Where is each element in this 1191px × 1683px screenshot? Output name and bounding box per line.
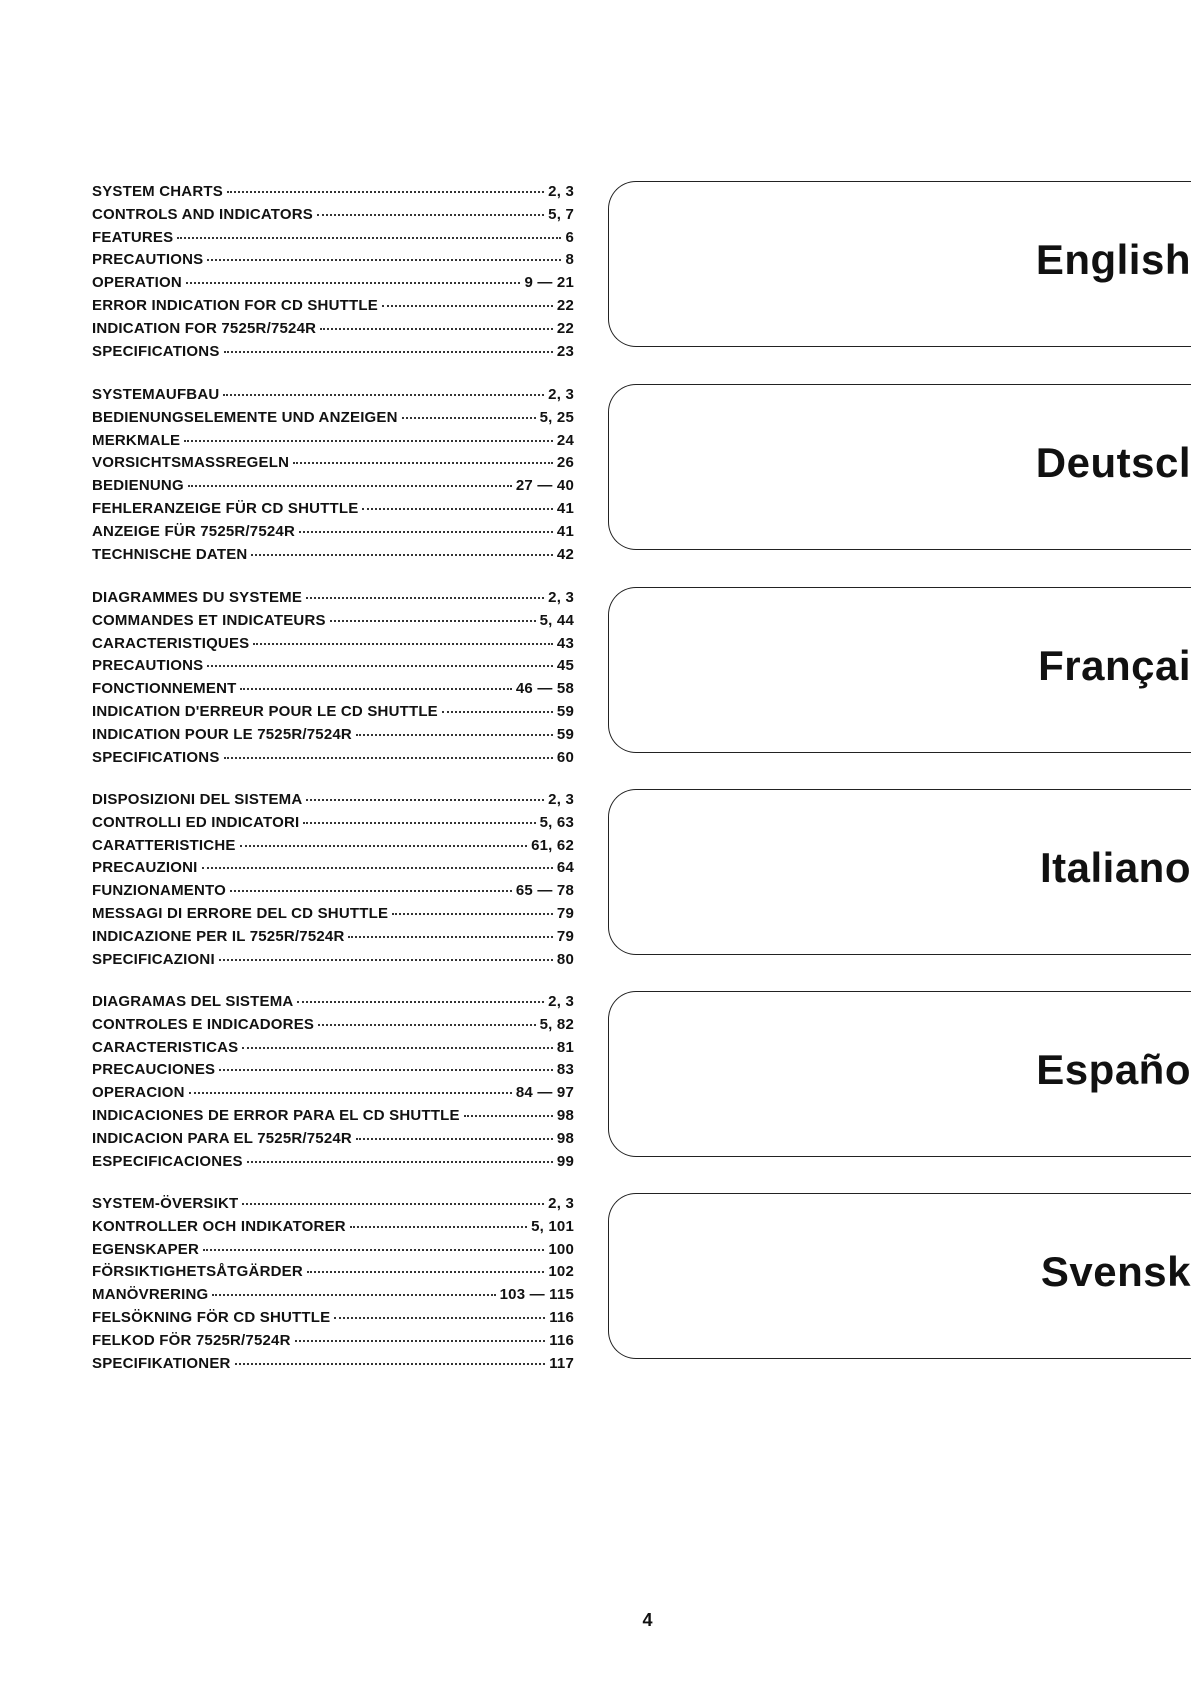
toc-entry[interactable]: [92, 837, 574, 860]
dot-leader: [318, 1024, 536, 1026]
language-tab[interactable]: [608, 384, 1191, 550]
dot-leader: [320, 328, 553, 330]
toc-entry-label: PRECAUTIONS: [92, 251, 204, 269]
language-tab[interactable]: [608, 181, 1191, 347]
toc-entry[interactable]: [92, 386, 574, 409]
toc-entry[interactable]: [92, 589, 574, 612]
toc-entry-page: 117: [549, 1354, 574, 1372]
toc-entry-page: 65 — 78: [515, 882, 574, 900]
dot-leader: [186, 282, 521, 284]
dot-leader: [207, 259, 561, 261]
dot-leader: [224, 351, 553, 353]
toc-entry-label: ANZEIGE FÜR 7525R/7524R: [92, 522, 296, 540]
toc-entry-page: 41: [556, 499, 574, 517]
toc-entry-label: FELSÖKNING FÖR CD SHUTTLE: [92, 1308, 331, 1326]
toc-entry[interactable]: [92, 1355, 574, 1378]
toc-entry-label: CARATTERISTICHE: [92, 836, 236, 854]
language-tab[interactable]: [608, 789, 1191, 955]
toc-entry-label: FEHLERANZEIGE FÜR CD SHUTTLE: [92, 499, 359, 517]
dot-leader: [242, 1203, 544, 1205]
toc-entry-page: 100: [548, 1240, 574, 1258]
toc-entry-page: 61, 62: [531, 836, 574, 854]
toc-entry-label: CARACTERISTICAS: [92, 1038, 239, 1056]
toc-entry[interactable]: [92, 726, 574, 749]
dot-leader: [299, 531, 553, 533]
toc-entry-label: SYSTEM CHARTS: [92, 183, 223, 200]
toc-entry-page: 43: [556, 634, 574, 652]
dot-leader: [442, 711, 553, 713]
toc-entry-page: 2, 3: [548, 1195, 574, 1212]
toc-entry-label: SPECIFICATIONS: [92, 342, 220, 360]
toc-entry[interactable]: [92, 612, 574, 635]
toc-entry[interactable]: [92, 454, 574, 477]
toc-entry-label: FÖRSIKTIGHETSÅTGÄRDER: [92, 1263, 303, 1281]
toc-entry-label: CARACTERISTIQUES: [92, 634, 250, 652]
toc-entry[interactable]: [92, 1153, 574, 1176]
dot-leader: [184, 440, 553, 442]
toc-entry[interactable]: [92, 229, 574, 252]
toc-entry-label: INDICATION D'ERREUR POUR LE CD SHUTTLE: [92, 702, 438, 720]
toc-list: [92, 183, 574, 365]
dot-leader: [223, 394, 544, 396]
language-title: Deutscl: [1035, 439, 1191, 486]
dot-leader: [350, 1226, 527, 1228]
toc-entry-label: SYSTEMAUFBAU: [92, 386, 220, 403]
toc-entry[interactable]: [92, 523, 574, 546]
toc-entry-label: FELKOD FÖR 7525R/7524R: [92, 1331, 291, 1349]
toc-entry-label: MERKMALE: [92, 431, 181, 449]
toc-entry[interactable]: [92, 657, 574, 680]
dot-leader: [212, 1294, 495, 1296]
toc-entry-page: 2, 3: [548, 589, 574, 606]
toc-entry-page: 79: [556, 904, 574, 922]
toc-entry-label: CONTROLES E INDICADORES: [92, 1015, 315, 1033]
language-title: Françai: [1038, 642, 1191, 689]
toc-entry-page: 8: [565, 251, 574, 269]
toc-entry-page: 5, 101: [531, 1217, 574, 1235]
toc-list: [92, 589, 574, 771]
toc-entry-label: PRECAUZIONI: [92, 859, 198, 877]
toc-entry[interactable]: [92, 546, 574, 569]
toc-entry[interactable]: [92, 1016, 574, 1039]
toc-entry-label: INDICACIONES DE ERROR PARA EL CD SHUTTLE: [92, 1106, 460, 1124]
toc-entry[interactable]: [92, 703, 574, 726]
toc-entry-label: BEDIENUNGSELEMENTE UND ANZEIGEN: [92, 408, 398, 426]
toc-entry-label: OPERACION: [92, 1084, 185, 1102]
toc-list: [92, 791, 574, 973]
toc-entry-page: 99: [556, 1152, 574, 1170]
toc-entry[interactable]: [92, 680, 574, 703]
toc-entry-label: SYSTEM-ÖVERSIKT: [92, 1195, 239, 1212]
dot-leader: [235, 1363, 546, 1365]
language-title: English: [1035, 236, 1191, 283]
toc-entry-page: 83: [556, 1061, 574, 1079]
toc-entry[interactable]: [92, 251, 574, 274]
dot-leader: [295, 1340, 546, 1342]
dot-leader: [392, 913, 553, 915]
toc-entry-page: 98: [556, 1129, 574, 1147]
toc-entry-page: 5, 25: [539, 408, 574, 426]
dot-leader: [334, 1317, 545, 1319]
toc-entry-label: FUNZIONAMENTO: [92, 882, 226, 900]
toc-entry[interactable]: [92, 1107, 574, 1130]
toc-entry-page: 5, 7: [548, 205, 574, 223]
toc-entry[interactable]: [92, 1309, 574, 1332]
toc-entry-page: 2, 3: [548, 993, 574, 1010]
toc-entry-label: FONCTIONNEMENT: [92, 680, 237, 698]
toc-entry-label: BEDIENUNG: [92, 477, 184, 495]
toc-entry-label: SPECIFICATIONS: [92, 748, 220, 766]
toc-entry-page: 5, 63: [539, 813, 574, 831]
toc-entry-page: 2, 3: [548, 183, 574, 200]
toc-entry-label: PRECAUCIONES: [92, 1061, 216, 1079]
toc-entry-label: OPERATION: [92, 274, 182, 292]
toc-entry[interactable]: [92, 1061, 574, 1084]
toc-entry-label: PRECAUTIONS: [92, 657, 204, 675]
toc-entry[interactable]: [92, 1195, 574, 1218]
toc-entry[interactable]: [92, 1039, 574, 1062]
dot-leader: [177, 237, 561, 239]
toc-entry[interactable]: [92, 409, 574, 432]
toc-entry-label: ESPECIFICACIONES: [92, 1152, 243, 1170]
toc-entry[interactable]: [92, 882, 574, 905]
toc-entry-page: 22: [556, 296, 574, 314]
toc-entry-label: DISPOSIZIONI DEL SISTEMA: [92, 791, 303, 808]
dot-leader: [247, 1161, 553, 1163]
toc-entry-label: INDICACION PARA EL 7525R/7524R: [92, 1129, 352, 1147]
toc-entry-label: MESSAGI DI ERRORE DEL CD SHUTTLE: [92, 904, 389, 922]
toc-entry-label: COMMANDES ET INDICATEURS: [92, 611, 326, 629]
dot-leader: [330, 620, 536, 622]
toc-entry-page: 103 — 115: [499, 1286, 574, 1304]
toc-entry[interactable]: [92, 905, 574, 928]
dot-leader: [227, 191, 544, 193]
toc-entry-page: 80: [556, 950, 574, 968]
toc-entry[interactable]: [92, 206, 574, 229]
toc-entry[interactable]: [92, 859, 574, 882]
dot-leader: [253, 643, 553, 645]
toc-entry-page: 98: [556, 1106, 574, 1124]
toc-entry[interactable]: [92, 1218, 574, 1241]
toc-entry-label: VORSICHTSMASSREGELN: [92, 454, 290, 472]
toc-entry[interactable]: [92, 1241, 574, 1264]
language-tab[interactable]: [608, 1193, 1191, 1359]
toc-entry-page: 23: [556, 342, 574, 360]
toc-entry-page: 60: [556, 748, 574, 766]
toc-entry[interactable]: [92, 477, 574, 500]
toc-entry[interactable]: [92, 749, 574, 772]
toc-entry-page: 2, 3: [548, 791, 574, 808]
toc-entry-page: 116: [549, 1331, 574, 1349]
dot-leader: [219, 1069, 553, 1071]
toc-entry-page: 102: [548, 1263, 574, 1281]
dot-leader: [297, 1001, 544, 1003]
toc-entry-page: 24: [556, 431, 574, 449]
toc-entry[interactable]: [92, 183, 574, 206]
dot-leader: [189, 1092, 512, 1094]
toc-list: [92, 1195, 574, 1377]
dot-leader: [230, 890, 512, 892]
dot-leader: [293, 462, 553, 464]
toc-entry-page: 59: [556, 702, 574, 720]
dot-leader: [224, 757, 553, 759]
language-tab[interactable]: [608, 587, 1191, 753]
toc-entry[interactable]: [92, 432, 574, 455]
toc-entry-label: FEATURES: [92, 228, 174, 246]
toc-entry-label: KONTROLLER OCH INDIKATORER: [92, 1217, 346, 1235]
toc-entry-label: DIAGRAMMES DU SYSTEME: [92, 589, 303, 606]
dot-leader: [251, 554, 552, 556]
toc-entry-page: 41: [556, 522, 574, 540]
toc-entry-page: 6: [565, 228, 574, 246]
dot-leader: [348, 936, 552, 938]
dot-leader: [303, 822, 535, 824]
toc-entry[interactable]: [92, 791, 574, 814]
toc-entry-label: ERROR INDICATION FOR CD SHUTTLE: [92, 296, 378, 314]
toc-entry-page: 81: [556, 1038, 574, 1056]
toc-entry[interactable]: [92, 928, 574, 951]
dot-leader: [203, 1249, 544, 1251]
toc-entry-page: 22: [556, 319, 574, 337]
toc-entry-page: 2, 3: [548, 386, 574, 403]
toc-entry-label: INDICATION POUR LE 7525R/7524R: [92, 725, 352, 743]
dot-leader: [306, 597, 544, 599]
dot-leader: [464, 1115, 553, 1117]
toc-entry-page: 27 — 40: [515, 477, 574, 495]
toc-entry-page: 64: [556, 859, 574, 877]
toc-entry-page: 46 — 58: [515, 680, 574, 698]
toc-entry-label: INDICATION FOR 7525R/7524R: [92, 319, 317, 337]
dot-leader: [202, 867, 553, 869]
toc-entry-label: EGENSKAPER: [92, 1240, 200, 1258]
dot-leader: [307, 1271, 544, 1273]
page-number: 4: [642, 1610, 653, 1630]
dot-leader: [306, 799, 544, 801]
dot-leader: [240, 845, 528, 847]
toc-entry-label: INDICAZIONE PER IL 7525R/7524R: [92, 927, 345, 945]
toc-entry-label: SPECIFICAZIONI: [92, 950, 215, 968]
toc-list: [92, 386, 574, 568]
toc-entry-page: 5, 44: [539, 611, 574, 629]
toc-entry-page: 26: [556, 454, 574, 472]
dot-leader: [317, 214, 544, 216]
dot-leader: [356, 1138, 553, 1140]
dot-leader: [356, 734, 553, 736]
toc-entry-label: CONTROLS AND INDICATORS: [92, 205, 313, 223]
dot-leader: [362, 508, 552, 510]
toc-entry-page: 79: [556, 927, 574, 945]
language-title: Italiano: [1039, 844, 1191, 891]
toc-entry[interactable]: [92, 320, 574, 343]
dot-leader: [219, 959, 553, 961]
dot-leader: [188, 485, 512, 487]
language-title: Españo: [1036, 1046, 1191, 1093]
dot-leader: [240, 688, 511, 690]
toc-entry[interactable]: [92, 1263, 574, 1286]
toc-entry-page: 45: [556, 657, 574, 675]
dot-leader: [402, 417, 536, 419]
toc-entry-page: 42: [556, 545, 574, 563]
toc-entry-label: MANÖVRERING: [92, 1286, 209, 1304]
dot-leader: [382, 305, 553, 307]
toc-entry[interactable]: [92, 1130, 574, 1153]
toc-entry[interactable]: [92, 1084, 574, 1107]
toc-entry-label: CONTROLLI ED INDICATORI: [92, 813, 300, 831]
toc-entry[interactable]: [92, 993, 574, 1016]
toc-entry-page: 9 — 21: [524, 274, 574, 292]
toc-entry[interactable]: [92, 297, 574, 320]
language-tab[interactable]: [608, 991, 1191, 1157]
language-title: Svensk: [1040, 1248, 1191, 1295]
toc-entry-label: DIAGRAMAS DEL SISTEMA: [92, 993, 294, 1010]
dot-leader: [207, 665, 553, 667]
toc-entry[interactable]: [92, 635, 574, 658]
toc-entry[interactable]: [92, 814, 574, 837]
toc-entry-label: SPECIFIKATIONER: [92, 1354, 231, 1372]
toc-entry[interactable]: [92, 274, 574, 297]
toc-entry-label: TECHNISCHE DATEN: [92, 545, 248, 563]
dot-leader: [242, 1047, 553, 1049]
toc-entry[interactable]: [92, 951, 574, 974]
toc-entry-page: 5, 82: [539, 1015, 574, 1033]
toc-entry[interactable]: [92, 1286, 574, 1309]
toc-entry-page: 59: [556, 725, 574, 743]
toc-list: [92, 993, 574, 1175]
toc-entry[interactable]: [92, 343, 574, 366]
toc-entry-page: 116: [549, 1308, 574, 1326]
toc-entry[interactable]: [92, 500, 574, 523]
toc-entry-page: 84 — 97: [515, 1084, 574, 1102]
toc-entry[interactable]: [92, 1332, 574, 1355]
